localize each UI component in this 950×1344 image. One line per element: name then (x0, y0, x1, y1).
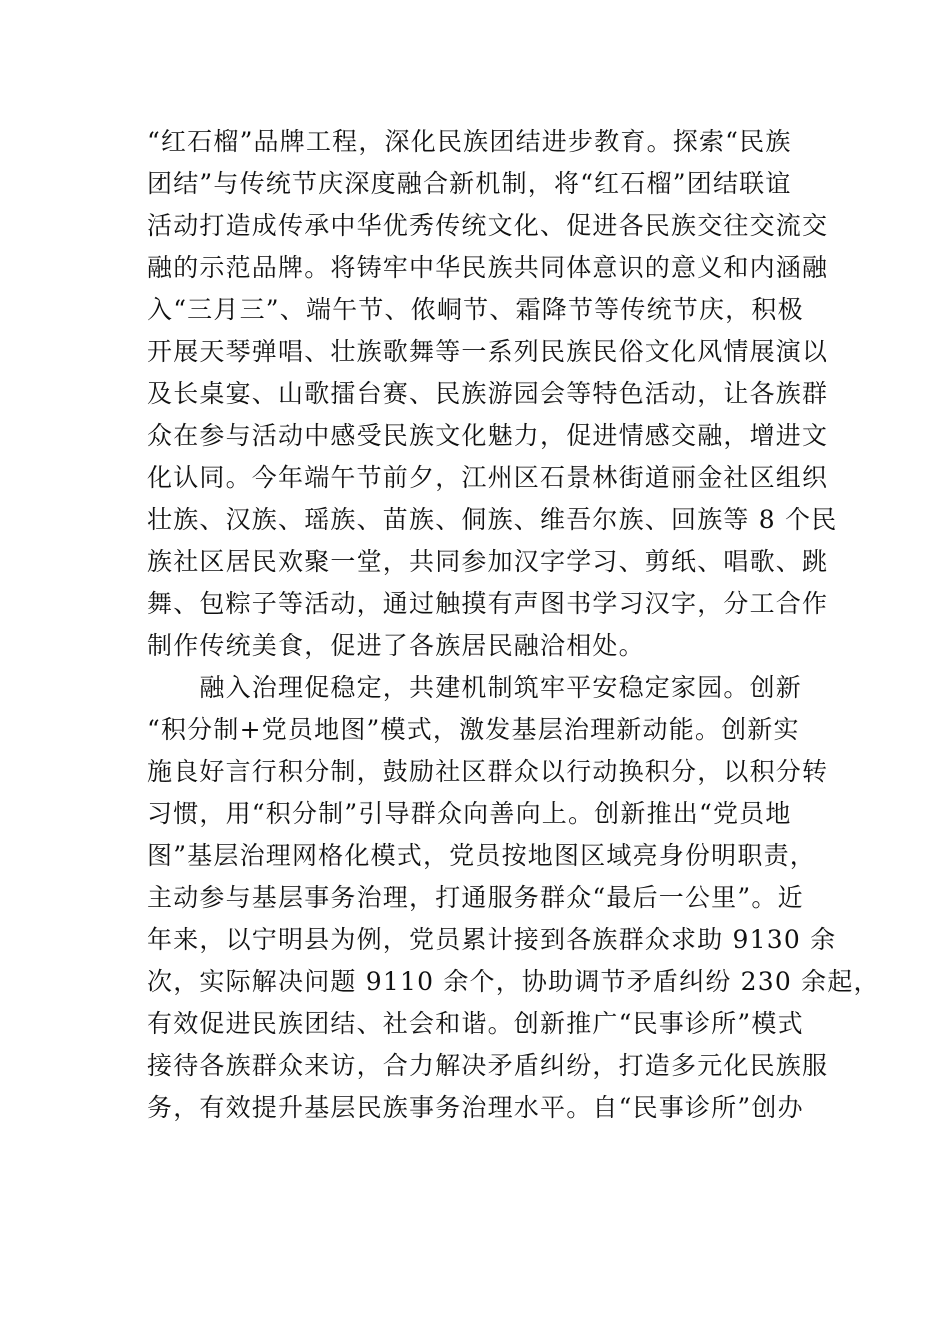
text-line: 开展天琴弹唱、壮族歌舞等一系列民族民俗文化风情展演以 (147, 337, 829, 366)
text-line: 融的示范品牌。将铸牢中华民族共同体意识的意义和内涵融 (147, 253, 829, 282)
text-line: 务，有效提升基层民族事务治理水平。自“民事诊所”创办 (147, 1093, 804, 1122)
text-line: 舞、包粽子等活动，通过触摸有声图书学习汉字，分工合作 (147, 589, 829, 618)
text-line: 及长桌宴、山歌擂台赛、民族游园会等特色活动，让各族群 (147, 379, 829, 408)
text-line: 众在参与活动中感受民族文化魅力，促进情感交融，增进文 (147, 421, 829, 450)
text-line: 化认同。今年端午节前夕，江州区石景林街道丽金社区组织 (147, 463, 829, 492)
text-line: “积分制+党员地图”模式，激发基层治理新动能。创新实 (147, 715, 800, 744)
text-line: 制作传统美食，促进了各族居民融洽相处。 (147, 631, 645, 660)
text-line: 习惯，用“积分制”引导群众向善向上。创新推出“党员地 (147, 799, 792, 828)
text-line: 壮族、汉族、瑶族、苗族、侗族、维吾尔族、回族等 8 个民 (147, 505, 838, 534)
text-line: 入“三月三”、端午节、侬峒节、霜降节等传统节庆，积极 (147, 295, 804, 324)
text-line: 族社区居民欢聚一堂，共同参加汉字学习、剪纸、唱歌、跳 (147, 547, 829, 576)
text-line: 年来，以宁明县为例，党员累计接到各族群众求助 9130 余 (147, 925, 837, 954)
text-line: 有效促进民族团结、社会和谐。创新推广“民事诊所”模式 (147, 1009, 804, 1038)
text-line: 接待各族群众来访，合力解决矛盾纠纷，打造多元化民族服 (147, 1051, 829, 1080)
body-text (147, 121, 880, 1129)
text-line: 施良好言行积分制，鼓励社区群众以行动换积分，以积分转 (147, 757, 829, 786)
text-line: 次，实际解决问题 9110 余个，协助调节矛盾纠纷 230 余起， (147, 967, 880, 996)
text-line: 活动打造成传承中华优秀传统文化、促进各民族交往交流交 (147, 211, 829, 240)
text-line: “红石榴”品牌工程，深化民族团结进步教育。探索“民族 (147, 127, 792, 156)
text-line: 团结”与传统节庆深度融合新机制，将“红石榴”团结联谊 (147, 169, 792, 198)
text-line: 主动参与基层事务治理，打通服务群众“最后一公里”。近 (147, 883, 804, 912)
text-line: 图”基层治理网格化模式，党员按地图区域亮身份明职责， (147, 841, 816, 870)
text-line: 融入治理促稳定，共建机制筑牢平安稳定家园。创新 (147, 673, 803, 702)
